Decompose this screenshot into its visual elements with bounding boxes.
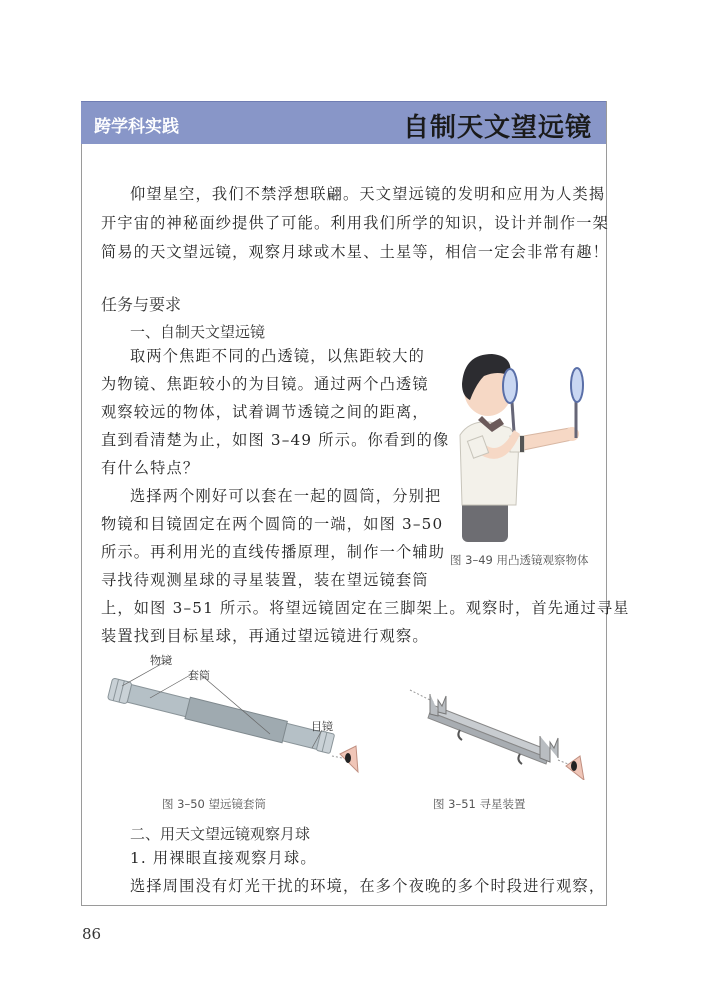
- star-finder-illustration: [400, 680, 600, 780]
- label-sleeve: 套筒: [188, 669, 210, 682]
- boy-with-lenses-illustration: [440, 340, 600, 550]
- label-objective: 物镜: [150, 654, 172, 667]
- label-eyepiece: 目镜: [311, 720, 333, 733]
- figure-3-50-caption: 图 3–50 望远镜套筒: [162, 797, 267, 811]
- intro-line-1: 仰望星空，我们不禁浮想联翩。天文望远镜的发明和应用为人类揭: [130, 185, 606, 203]
- part1-para1-line-1: 取两个焦距不同的凸透镜，以焦距较大的: [130, 347, 425, 365]
- figure-3-49-caption: 图 3–49 用凸透镜观察物体: [450, 553, 589, 567]
- part1-para1-line-2: 为物镜、焦距较小的为目镜。通过两个凸透镜: [101, 375, 429, 393]
- section-header-band: [81, 101, 606, 144]
- part1-para2-line-1: 选择两个刚好可以套在一起的圆筒，分别把: [130, 487, 442, 505]
- part1-para2-line-3: 所示。再利用光的直线传播原理，制作一个辅助: [101, 543, 446, 561]
- part2-step-1: 1. 用裸眼直接观察月球。: [130, 849, 317, 867]
- figure-3-51-caption: 图 3–51 寻星装置: [433, 797, 526, 811]
- part1-heading: 一、自制天文望远镜: [130, 323, 266, 341]
- part1-para1-line-5: 有什么特点？: [101, 459, 200, 477]
- part1-para1-line-3: 观察较远的物体，试着调节透镜之间的距离，: [101, 403, 429, 421]
- part1-para1-line-4: 直到看清楚为止，如图 3–49 所示。你看到的像: [101, 431, 450, 449]
- part1-para2-line-5: 上，如图 3–51 所示。将望远镜固定在三脚架上。观察时，首先通过寻星: [101, 599, 630, 617]
- part2-para: 选择周围没有灯光干扰的环境，在多个夜晚的多个时段进行观察，: [130, 877, 606, 895]
- section-heading: 任务与要求: [101, 295, 182, 314]
- page-title: 自制天文望远镜: [402, 113, 592, 143]
- page-number: 86: [82, 925, 102, 943]
- telescope-sleeve-illustration: [100, 650, 360, 780]
- intro-line-2: 开宇宙的神秘面纱提供了可能。利用我们所学的知识，设计并制作一架: [101, 214, 610, 232]
- part1-para2-line-6: 装置找到目标星球，再通过望远镜进行观察。: [101, 627, 429, 645]
- part1-para2-line-2: 物镜和目镜固定在两个圆筒的一端，如图 3–50: [101, 515, 444, 533]
- part1-para2-line-4: 寻找待观测星球的寻星装置，装在望远镜套筒: [101, 571, 429, 589]
- category-label: 跨学科实践: [94, 117, 179, 137]
- part2-heading: 二、用天文望远镜观察月球: [130, 825, 311, 843]
- intro-line-3: 简易的天文望远镜，观察月球或木星、土星等，相信一定会非常有趣！: [101, 243, 610, 261]
